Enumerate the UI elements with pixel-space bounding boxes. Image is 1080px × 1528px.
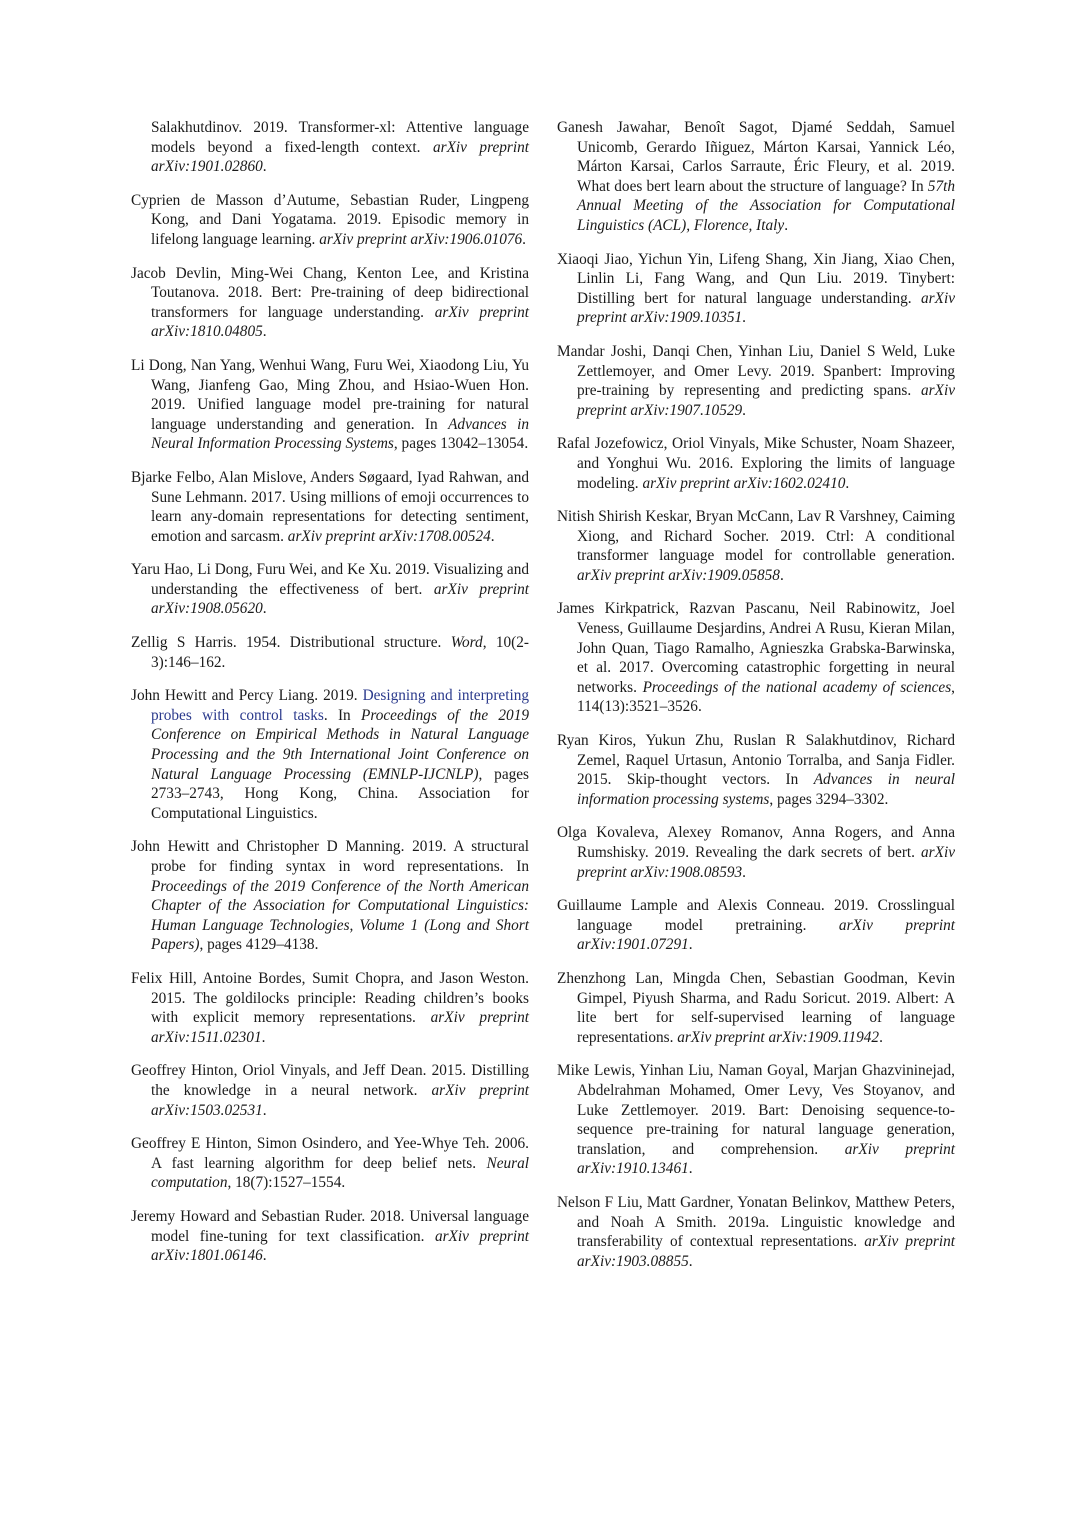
reference-text: Guillaume Lample and Alexis Conneau. 2019. Crosslingual language model pretraining. — [557, 897, 955, 934]
reference-venue: arXiv preprint arXiv:1810.04805 — [151, 303, 529, 341]
reference-text: Yaru Hao, Li Dong, Furu Wei, and Ke Xu. 2019. Visualizing and understanding the effectiveness of bert. — [131, 561, 529, 598]
reference-text: . — [845, 474, 850, 492]
reference-text: Jeremy Howard and Sebastian Ruder. 2018. Universal language model fine-tuning for text classification. — [131, 1207, 529, 1245]
reference-entry — [131, 1134, 529, 1193]
reference-venue: Neural computation — [151, 1154, 529, 1192]
reference-link[interactable]: Designing and interpreting probes with control tasks — [151, 687, 529, 724]
reference-text: Geoffrey E Hinton, Simon Osindero, and Yee-Whye Teh. 2006. A fast learning algorithm for deep belief nets. — [131, 1135, 529, 1172]
references-right-column — [557, 118, 955, 1285]
reference-venue: Advances in neural information processing systems — [577, 771, 955, 808]
reference-entry — [131, 1207, 529, 1266]
reference-entry — [131, 468, 529, 546]
reference-venue: Advances in Neural Information Processing Systems — [151, 415, 529, 453]
reference-entry — [557, 250, 955, 328]
reference-entry — [131, 264, 529, 342]
reference-entry — [131, 686, 529, 823]
reference-venue: arXiv preprint arXiv:1602.02410 — [642, 474, 846, 492]
reference-text: . — [262, 1247, 267, 1265]
reference-entry — [557, 1061, 955, 1179]
reference-text: , pages 2733–2743, Hong Kong, China. Association for Computational Linguistics. — [151, 765, 530, 822]
reference-venue: arXiv preprint arXiv:1903.08855 — [577, 1233, 955, 1270]
reference-entry — [131, 356, 529, 454]
reference-entry — [557, 896, 955, 955]
reference-text: . — [688, 1160, 693, 1178]
reference-entry — [557, 507, 955, 585]
reference-text: . — [261, 1028, 266, 1046]
reference-entry — [131, 837, 529, 955]
reference-text: , pages 4129–4138. — [199, 936, 319, 954]
reference-text: . — [879, 1028, 883, 1046]
reference-text: Bjarke Felbo, Alan Mislove, Anders Søgaard, Iyad Rahwan, and Sune Lehmann. 2017. Using millions of emoji occurrences to learn any-domain representations for detecting sentiment, emotion and sarcasm. — [131, 468, 529, 545]
reference-text: Xiaoqi Jiao, Yichun Yin, Lifeng Shang, Xin Jiang, Xiao Chen, Linlin Li, Fang Wang, and Qun Liu. 2019. Tinybert: Distilling bert for natural language understanding. — [557, 250, 955, 307]
reference-venue: 57th Annual Meeting of the Association for Computational Linguistics (ACL), Florence, Italy — [577, 177, 955, 234]
reference-venue: arXiv preprint arXiv:1511.02301 — [151, 1009, 529, 1046]
reference-text: , 114(13):3521–3526. — [577, 678, 955, 716]
reference-venue: arXiv preprint arXiv:1901.07291 — [577, 916, 955, 954]
reference-text: Zellig S Harris. 1954. Distributional structure. — [131, 634, 451, 652]
reference-entry — [557, 823, 955, 882]
reference-text: , 10(2-3):146–162. — [151, 634, 529, 671]
reference-text: . — [742, 309, 746, 327]
reference-text: John Hewitt and Christopher D Manning. 2019. A structural probe for finding syntax in word representations. In — [131, 838, 529, 875]
reference-venue: arXiv preprint arXiv:1906.01076 — [319, 230, 523, 248]
reference-text: , pages 13042–13054. — [393, 435, 529, 453]
reference-text: Mandar Joshi, Danqi Chen, Yinhan Liu, Daniel S Weld, Luke Zettlemoyer, and Omer Levy. 2019. Spanbert: Improving pre-training by representing and predicting spans. — [557, 342, 955, 400]
reference-text: Jacob Devlin, Ming-Wei Chang, Kenton Lee, and Kristina Toutanova. 2018. Bert: Pre-training of deep bidirectional transformers for language understanding. — [131, 264, 529, 321]
reference-entry — [131, 1061, 529, 1120]
reference-text: Ganesh Jawahar, Benoît Sagot, Djamé Seddah, Samuel Unicomb, Gerardo Iñiguez, Márton Karsai, Yannick Léo, Márton Karsai, Carlos Sarraute, Éric Fleury, et al. 2019. What does bert learn about the structure of language? In — [557, 119, 955, 195]
reference-entry — [131, 969, 529, 1047]
reference-text: Zhenzhong Lan, Mingda Chen, Sebastian Goodman, Kevin Gimpel, Piyush Sharma, and Radu Soricut. 2019. Albert: A lite bert for self-supervised learning of language representations. — [557, 969, 955, 1046]
reference-text: Salakhutdinov. 2019. Transformer-xl: Attentive language models beyond a fixed-length context. — [151, 119, 529, 156]
reference-entry — [131, 191, 529, 250]
reference-venue: arXiv preprint arXiv:1908.05620 — [151, 580, 529, 618]
reference-text: Felix Hill, Antoine Bordes, Sumit Chopra, and Jason Weston. 2015. The goldilocks principle: Reading children’s books with explicit memory representations. — [131, 969, 529, 1027]
reference-venue: Word — [450, 634, 483, 652]
reference-venue: arXiv preprint arXiv:1907.10529 — [577, 382, 955, 419]
reference-text: Olga Kovaleva, Alexey Romanov, Anna Rogers, and Anna Rumshisky. 2019. Revealing the dark secrets of bert. — [557, 824, 955, 861]
reference-text: Nelson F Liu, Matt Gardner, Yonatan Belinkov, Matthew Peters, and Noah A Smith. 2019a. Linguistic knowledge and transferability of contextual representations. — [557, 1193, 955, 1251]
reference-entry — [131, 633, 529, 672]
reference-text: . — [742, 863, 746, 881]
reference-entry — [557, 342, 955, 420]
reference-entry — [557, 1193, 955, 1271]
reference-text: , 18(7):1527–1554. — [227, 1174, 346, 1192]
reference-venue: arXiv preprint arXiv:1503.02531 — [151, 1081, 529, 1119]
reference-venue: Proceedings of the 2019 Conference of the North American Chapter of the Association for Computational Linguistics: Human Language Technologies, Volume 1 (Long and Short Papers) — [151, 877, 529, 954]
reference-text: . — [784, 216, 789, 234]
reference-text: . — [262, 158, 267, 176]
reference-text: . — [688, 936, 693, 954]
references-left-column — [131, 118, 529, 1280]
reference-text: , pages 3294–3302. — [769, 790, 889, 808]
reference-text: . — [262, 600, 267, 618]
reference-text: James Kirkpatrick, Razvan Pascanu, Neil Rabinowitz, Joel Veness, Guillaume Desjardins, Andrei A Rusu, Kieran Milan, John Quan, Tiago Ramalho, Agnieszka Grabska-Barwinska, et al. 2017. Overcoming catastrophic forgetting in neural networks. — [557, 600, 955, 696]
reference-venue: Proceedings of the 2019 Conference on Empirical Methods in Natural Language Processing and the 9th International Joint Conference on Natural Language Processing (EMNLP-IJCNLP) — [151, 706, 530, 783]
reference-text: . — [688, 1252, 693, 1270]
reference-entry — [131, 560, 529, 619]
reference-venue: arXiv preprint arXiv:1801.06146 — [151, 1227, 529, 1265]
reference-venue: Proceedings of the national academy of sciences — [642, 678, 952, 696]
reference-text: Cyprien de Masson d’Autume, Sebastian Ruder, Lingpeng Kong, and Dani Yogatama. 2019. Episodic memory in lifelong language learning. — [131, 191, 529, 248]
reference-entry — [557, 969, 955, 1047]
reference-text: Geoffrey Hinton, Oriol Vinyals, and Jeff Dean. 2015. Distilling the knowledge in a neural network. — [131, 1062, 529, 1099]
reference-venue: arXiv preprint arXiv:1909.10351 — [577, 289, 955, 327]
reference-text: . — [779, 566, 784, 584]
reference-text: . — [262, 323, 267, 341]
reference-venue: arXiv preprint arXiv:1908.08593 — [577, 844, 955, 881]
reference-venue: arXiv preprint arXiv:1901.02860 — [151, 138, 529, 176]
reference-venue: arXiv preprint arXiv:1708.00524 — [287, 527, 491, 545]
reference-text: . — [522, 230, 526, 248]
reference-entry — [557, 118, 955, 236]
reference-venue: arXiv preprint arXiv:1909.11942 — [677, 1028, 880, 1046]
reference-entry — [131, 118, 529, 177]
reference-text: Li Dong, Nan Yang, Wenhui Wang, Furu Wei, Xiaodong Liu, Yu Wang, Jianfeng Gao, Ming Zhou, and Hsiao-Wuen Hon. 2019. Unified language model pre-training for natural language understanding and generation. In — [131, 356, 529, 433]
reference-text: Ryan Kiros, Yukun Zhu, Ruslan R Salakhutdinov, Richard Zemel, Raquel Urtasun, Antonio Torralba, and Sanja Fidler. 2015. Skip-thought vectors. In — [557, 732, 955, 789]
reference-text: Mike Lewis, Yinhan Liu, Naman Goyal, Marjan Ghazvininejad, Abdelrahman Mohamed, Omer Levy, Ves Stoyanov, and Luke Zettlemoyer. 2019. Bart: Denoising sequence-to-sequence pre-training for natural language generation, translation, and comprehension. — [557, 1062, 955, 1158]
reference-text: . — [742, 401, 746, 419]
reference-text: Nitish Shirish Keskar, Bryan McCann, Lav R Varshney, Caiming Xiong, and Richard Socher. 2019. Ctrl: A conditional transformer language model for controllable generation. — [557, 508, 955, 565]
reference-entry — [557, 731, 955, 809]
reference-venue: arXiv preprint arXiv:1909.05858 — [577, 566, 780, 584]
reference-text: . — [490, 527, 495, 545]
reference-text: . — [262, 1101, 267, 1119]
reference-text: Rafal Jozefowicz, Oriol Vinyals, Mike Schuster, Noam Shazeer, and Yonghui Wu. 2016. Exploring the limits of language modeling. — [557, 435, 955, 492]
reference-venue: arXiv preprint arXiv:1910.13461 — [577, 1140, 955, 1178]
reference-text: . In — [323, 706, 362, 724]
reference-entry — [557, 599, 955, 717]
reference-text: John Hewitt and Percy Liang. 2019. — [131, 687, 363, 705]
reference-entry — [557, 434, 955, 493]
